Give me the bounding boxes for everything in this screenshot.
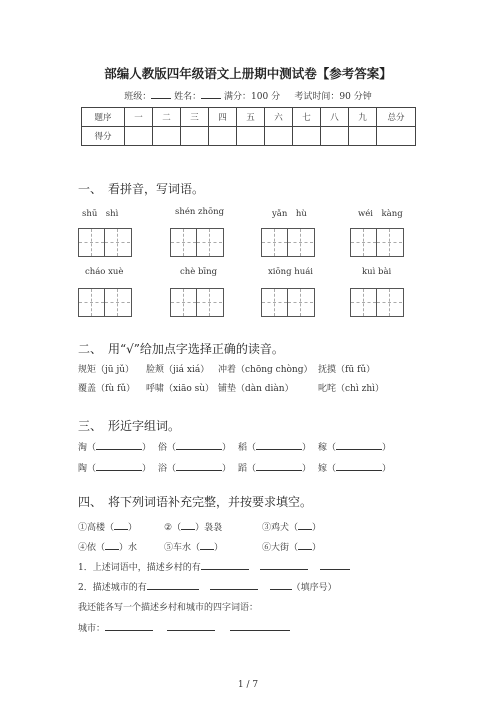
compose-word-char: 稼 xyxy=(318,443,328,453)
score-cell[interactable] xyxy=(209,127,237,146)
writing-box[interactable] xyxy=(350,288,404,317)
answer-blank[interactable] xyxy=(181,520,195,530)
answer-blank[interactable] xyxy=(201,560,249,570)
pinyin-label: wéi kàng xyxy=(358,209,403,219)
answer-blank[interactable] xyxy=(96,461,142,471)
answer-blank[interactable] xyxy=(336,461,382,471)
page-title: 部编人教版四年级语文上册期中测试卷【参考答案】 xyxy=(104,66,392,81)
score-cell[interactable] xyxy=(153,127,181,146)
class-label: 班级： xyxy=(124,92,152,102)
score-header-cell: 三 xyxy=(181,108,209,127)
compose-word-char: 蹈 xyxy=(238,464,248,474)
answer-blank[interactable] xyxy=(96,440,142,450)
page-number: 1 / 7 xyxy=(237,680,259,690)
answer-blank[interactable] xyxy=(320,560,350,570)
section3-heading: 三、 形近字组词。 xyxy=(78,419,181,433)
compose-word-char: 浴 xyxy=(158,464,168,474)
pinyin-label: xiōng huái xyxy=(268,267,313,277)
writing-box[interactable] xyxy=(170,228,224,257)
answer-blank[interactable] xyxy=(105,621,153,631)
answer-blank[interactable] xyxy=(147,580,199,590)
reading-choice[interactable]: 规矩（jū jǔ） xyxy=(78,365,135,375)
pinyin-label: shū shì xyxy=(82,209,119,219)
reading-choice[interactable]: 呼啸（xiāo sù） xyxy=(146,384,215,394)
answer-blank[interactable] xyxy=(270,580,292,590)
score-cell[interactable] xyxy=(265,127,293,146)
section4-heading: 四、 将下列词语补充完整，并按要求填空。 xyxy=(78,495,313,509)
score-header-cell: 二 xyxy=(153,108,181,127)
reading-choice[interactable]: 叱咤（chì zhì） xyxy=(318,384,384,394)
answer-blank[interactable] xyxy=(200,540,214,550)
question-2: 2．描述城市的有 （填序号） xyxy=(78,580,337,593)
pinyin-label: shén zhōng xyxy=(175,207,225,217)
answer-blank[interactable] xyxy=(336,440,382,450)
answer-blank[interactable] xyxy=(176,440,222,450)
score-cell[interactable] xyxy=(125,127,153,146)
reading-choice[interactable]: 脸颊（jiá xiá） xyxy=(146,365,210,375)
reading-choice[interactable]: 铺垫（dàn diàn） xyxy=(218,384,294,394)
answer-blank[interactable] xyxy=(298,540,312,550)
score-header-cell: 七 xyxy=(293,108,321,127)
score-row-label: 得分 xyxy=(82,127,125,146)
question-3: 我还能各写一个描述乡村和城市的四字词语： xyxy=(78,603,259,613)
compose-word-item: 淘（ ） xyxy=(78,440,151,453)
writing-box[interactable] xyxy=(78,288,132,317)
answer-blank[interactable] xyxy=(105,540,119,550)
answer-blank[interactable] xyxy=(230,621,290,631)
time-label: 考试时间：90 分钟 xyxy=(294,92,372,102)
score-cell[interactable] xyxy=(321,127,349,146)
compose-word-item: 俗（ ） xyxy=(158,440,231,453)
writing-box[interactable] xyxy=(350,228,404,257)
score-header-cell: 九 xyxy=(349,108,377,127)
pinyin-label: kuì bài xyxy=(362,267,392,277)
score-header-cell: 五 xyxy=(237,108,265,127)
score-cell[interactable] xyxy=(293,127,321,146)
idiom-item: ②（ ）袅袅 xyxy=(164,520,222,533)
idiom-item: ③鸡犬（ ） xyxy=(262,520,321,533)
idiom-item: ⑤车水（ ） xyxy=(164,540,223,553)
answer-blank[interactable] xyxy=(256,461,302,471)
score-cell[interactable] xyxy=(181,127,209,146)
reading-choice[interactable]: 抚摸（fū fǔ） xyxy=(318,365,376,375)
answer-blank[interactable] xyxy=(210,580,258,590)
pinyin-label: chè bīng xyxy=(180,267,218,277)
compose-word-item: 浴（ ） xyxy=(158,461,231,474)
question-1: 1．上述词语中，描述乡村的有 xyxy=(78,560,350,573)
answer-blank[interactable] xyxy=(298,520,312,530)
compose-word-item: 稻（ ） xyxy=(238,440,311,453)
pinyin-label: cháo xuè xyxy=(85,267,124,277)
score-label: 满分：100 分 xyxy=(224,92,281,102)
answer-blank[interactable] xyxy=(114,520,128,530)
score-header-cell: 四 xyxy=(209,108,237,127)
idiom-item: ⑥大街（ ） xyxy=(262,540,321,553)
compose-word-char: 陶 xyxy=(78,464,88,474)
answer-blank[interactable] xyxy=(256,440,302,450)
idiom-item: ①高楼（ ） xyxy=(78,520,137,533)
answer-blank[interactable] xyxy=(167,621,215,631)
score-cell[interactable] xyxy=(237,127,265,146)
reading-choice[interactable]: 冲着（chōng chòng） xyxy=(218,365,313,375)
section2-heading: 二、 用“√”给加点字选择正确的读音。 xyxy=(78,342,284,356)
score-header-cell: 总分 xyxy=(377,108,416,127)
answer-blank[interactable] xyxy=(176,461,222,471)
writing-box[interactable] xyxy=(261,228,315,257)
compose-word-item: 陶（ ） xyxy=(78,461,151,474)
score-header-cell: 六 xyxy=(265,108,293,127)
score-header-cell: 题序 xyxy=(82,108,125,127)
writing-box[interactable] xyxy=(170,288,224,317)
compose-word-char: 俗 xyxy=(158,443,168,453)
compose-word-item: 蹈（ ） xyxy=(238,461,311,474)
reading-choice[interactable]: 覆盖（fù fǔ） xyxy=(78,384,136,394)
compose-word-char: 嫁 xyxy=(318,464,328,474)
score-header-cell: 一 xyxy=(125,108,153,127)
compose-word-item: 嫁（ ） xyxy=(318,461,391,474)
score-header-cell: 八 xyxy=(321,108,349,127)
compose-word-char: 淘 xyxy=(78,443,88,453)
pinyin-label: yǎn hù xyxy=(272,209,307,219)
name-label: 姓名： xyxy=(174,92,202,102)
score-cell[interactable] xyxy=(377,127,416,146)
question-4: 城市： xyxy=(78,621,290,634)
section1-heading: 一、 看拼音，写词语。 xyxy=(78,182,205,196)
compose-word-char: 稻 xyxy=(238,443,248,453)
idiom-item: ④依（ ）水 xyxy=(78,540,137,553)
exam-info xyxy=(0,89,496,102)
writing-box[interactable] xyxy=(261,288,315,317)
score-table xyxy=(81,107,416,146)
score-cell[interactable] xyxy=(349,127,377,146)
writing-box[interactable] xyxy=(78,228,132,257)
answer-blank[interactable] xyxy=(260,560,308,570)
score-table-header-row xyxy=(82,108,416,127)
score-table-score-row xyxy=(82,127,416,146)
compose-word-item: 稼（ ） xyxy=(318,440,391,453)
